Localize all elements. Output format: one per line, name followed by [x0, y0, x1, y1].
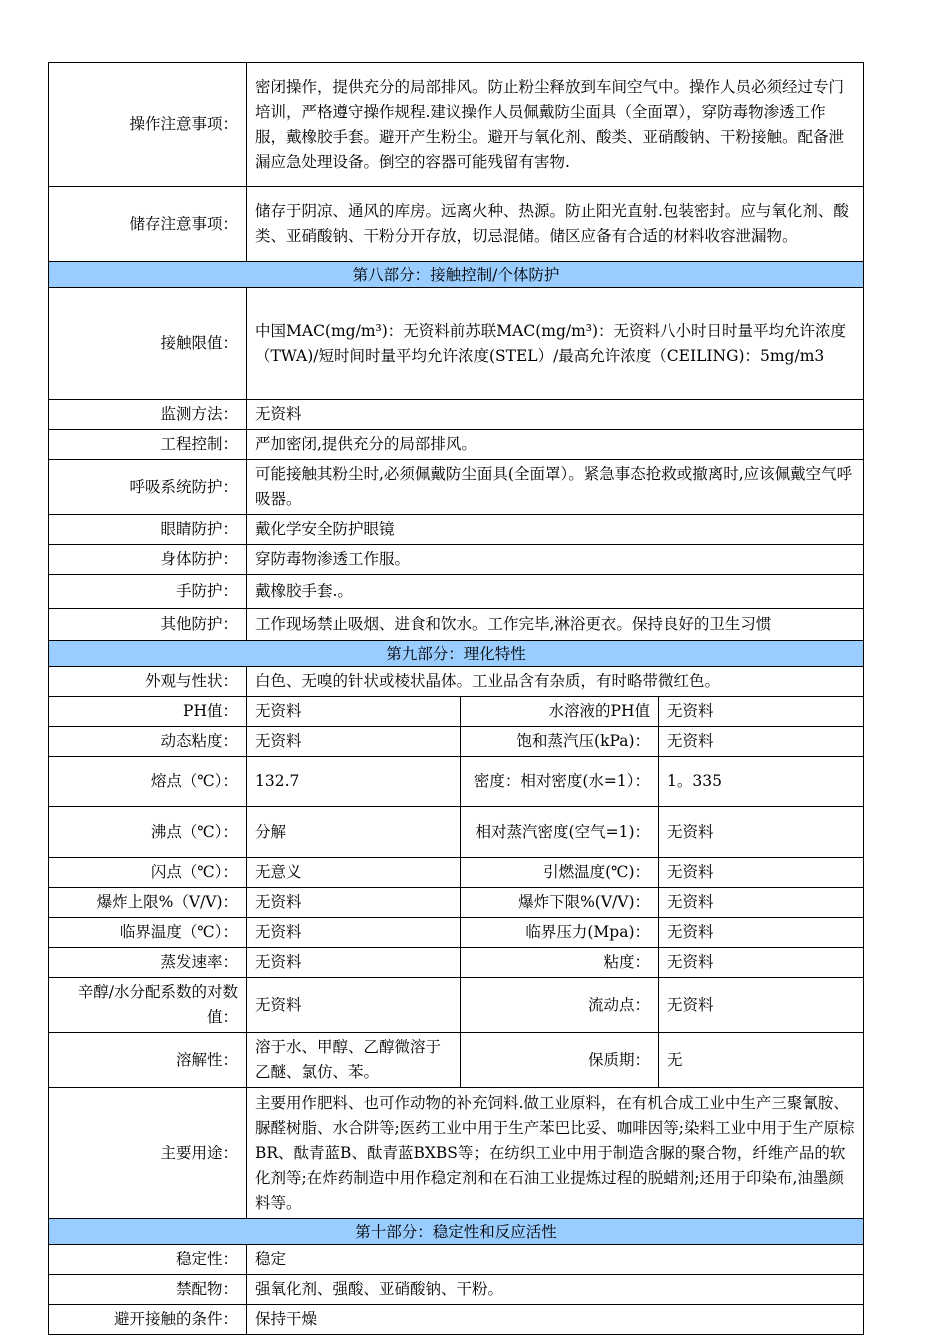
property-label: 闪点（℃）：	[49, 858, 247, 888]
property-label: 爆炸下限%(V/V)：	[461, 888, 659, 918]
property-value: 无资料	[659, 697, 864, 727]
monitoring-label: 监测方法：	[49, 400, 247, 430]
table-row	[49, 948, 864, 978]
property-label: 蒸发速率：	[49, 948, 247, 978]
property-label: 引燃温度(℃)：	[461, 858, 659, 888]
incompatible-label: 禁配物：	[49, 1275, 247, 1305]
property-value: 分解	[247, 807, 461, 858]
incompatible-value: 强氧化剂、强酸、亚硝酸钠、干粉。	[247, 1275, 864, 1305]
property-value: 132.7	[247, 757, 461, 807]
property-value: 无资料	[659, 727, 864, 757]
property-label: 辛醇/水分配系数的对数值：	[49, 978, 247, 1033]
property-value: 无资料	[659, 918, 864, 948]
property-label: 水溶液的PH值	[461, 697, 659, 727]
section-header-10	[49, 1219, 864, 1245]
respiratory-value: 可能接触其粉尘时,必须佩戴防尘面具(全面罩）。紧急事态抢救或撤离时,应该佩戴空气呼吸器。	[247, 460, 864, 515]
table-row	[49, 918, 864, 948]
exposure-limit-label: 接触限值：	[49, 288, 247, 400]
property-value: 无资料	[659, 978, 864, 1033]
property-value: 无资料	[247, 978, 461, 1033]
property-label: 沸点（℃）：	[49, 807, 247, 858]
property-value: 无资料	[247, 888, 461, 918]
property-label: 密度：相对密度(水=1）：	[461, 757, 659, 807]
engineering-control-value: 严加密闭,提供充分的局部排风。	[247, 430, 864, 460]
table-row	[49, 697, 864, 727]
property-label: 饱和蒸汽压(kPa)：	[461, 727, 659, 757]
property-value: 无资料	[659, 948, 864, 978]
table-row	[49, 807, 864, 858]
storage-label: 储存注意事项：	[49, 187, 247, 262]
exposure-limit-value: 中国MAC(mg/m³)：无资料前苏联MAC(mg/m³)：无资料八小时日时量平均允许浓度（TWA)/短时间时量平均允许浓度(STEL）/最高允许浓度（CEILING)：5mg/m3	[247, 288, 864, 400]
table-row	[49, 1275, 864, 1305]
table-row	[49, 1088, 864, 1219]
property-label: 临界压力(Mpa)：	[461, 918, 659, 948]
table-row	[49, 609, 864, 641]
table-row	[49, 460, 864, 515]
property-label: 流动点：	[461, 978, 659, 1033]
section-title: 第十部分：稳定性和反应活性	[49, 1219, 864, 1245]
property-label: 粘度：	[461, 948, 659, 978]
property-value: 无资料	[247, 918, 461, 948]
table-row	[49, 187, 864, 262]
property-label: 爆炸上限%（V/V)：	[49, 888, 247, 918]
property-label: PH值：	[49, 697, 247, 727]
table-row	[49, 727, 864, 757]
property-label: 动态粘度：	[49, 727, 247, 757]
handling-label: 操作注意事项：	[49, 63, 247, 187]
property-value: 1。335	[659, 757, 864, 807]
body-protection-label: 身体防护：	[49, 545, 247, 575]
usage-value: 主要用作肥料、也可作动物的补充饲料.做工业原料，在有机合成工业中生产三聚氰胺、脲醛树脂、水合阱等;医药工业中用于生产苯巴比妥、咖啡因等;染料工业中用于生产原棕BR、酞青蓝B、酞青蓝BXBS等；在纺织工业中用于制造含脲的聚合物，纤维产品的软化剂等;在炸药制造中用作稳定剂和在石油工业提炼过程的脱蜡剂;还用于印染布,油墨颜料等。	[247, 1088, 864, 1219]
property-value: 无资料	[247, 697, 461, 727]
property-value: 无资料	[659, 888, 864, 918]
table-row	[49, 288, 864, 400]
table-row	[49, 575, 864, 609]
table-row	[49, 545, 864, 575]
property-value: 无资料	[247, 948, 461, 978]
table-row	[49, 63, 864, 187]
property-value: 无资料	[247, 727, 461, 757]
table-row	[49, 1033, 864, 1088]
msds-table	[48, 62, 864, 1335]
property-label: 临界温度（℃）：	[49, 918, 247, 948]
section-header-8	[49, 262, 864, 288]
section-title: 第八部分：接触控制/个体防护	[49, 262, 864, 288]
other-protection-value: 工作现场禁止吸烟、进食和饮水。工作完毕,淋浴更衣。保持良好的卫生习惯	[247, 609, 864, 641]
table-row	[49, 757, 864, 807]
stability-label: 稳定性：	[49, 1245, 247, 1275]
property-value: 溶于水、甲醇、乙醇微溶于乙醚、氯仿、苯。	[247, 1033, 461, 1088]
body-protection-value: 穿防毒物渗透工作服。	[247, 545, 864, 575]
property-label: 保质期：	[461, 1033, 659, 1088]
property-value: 无资料	[659, 807, 864, 858]
eye-protection-value: 戴化学安全防护眼镜	[247, 515, 864, 545]
avoid-conditions-label: 避开接触的条件：	[49, 1305, 247, 1335]
property-value: 无意义	[247, 858, 461, 888]
appearance-label: 外观与性状：	[49, 667, 247, 697]
table-row	[49, 515, 864, 545]
table-row	[49, 667, 864, 697]
handling-value: 密闭操作，提供充分的局部排风。防止粉尘释放到车间空气中。操作人员必须经过专门培训，严格遵守操作规程.建议操作人员佩戴防尘面具（全面罩），穿防毒物渗透工作服，戴橡胶手套。避开产生粉尘。避开与氧化剂、酸类、亚硝酸钠、干粉接触。配备泄漏应急处理设备。倒空的容器可能残留有害物.	[247, 63, 864, 187]
stability-value: 稳定	[247, 1245, 864, 1275]
section-header-9	[49, 641, 864, 667]
avoid-conditions-value: 保持干燥	[247, 1305, 864, 1335]
property-value: 无资料	[659, 858, 864, 888]
property-label: 熔点（℃）：	[49, 757, 247, 807]
table-row	[49, 400, 864, 430]
property-value: 无	[659, 1033, 864, 1088]
table-row	[49, 858, 864, 888]
other-protection-label: 其他防护：	[49, 609, 247, 641]
property-label: 溶解性：	[49, 1033, 247, 1088]
appearance-value: 白色、无嗅的针状或棱状晶体。工业品含有杂质，有时略带微红色。	[247, 667, 864, 697]
usage-label: 主要用途：	[49, 1088, 247, 1219]
monitoring-value: 无资料	[247, 400, 864, 430]
respiratory-label: 呼吸系统防护：	[49, 460, 247, 515]
table-row	[49, 1305, 864, 1335]
section-title: 第九部分：理化特性	[49, 641, 864, 667]
engineering-control-label: 工程控制：	[49, 430, 247, 460]
table-row	[49, 430, 864, 460]
table-row	[49, 888, 864, 918]
hand-protection-value: 戴橡胶手套.。	[247, 575, 864, 609]
property-label: 相对蒸汽密度(空气=1)：	[461, 807, 659, 858]
eye-protection-label: 眼睛防护：	[49, 515, 247, 545]
storage-value: 储存于阴凉、通风的库房。远离火种、热源。防止阳光直射.包装密封。应与氧化剂、酸类、亚硝酸钠、干粉分开存放，切忌混储。储区应备有合适的材料收容泄漏物。	[247, 187, 864, 262]
table-row	[49, 978, 864, 1033]
hand-protection-label: 手防护：	[49, 575, 247, 609]
table-row	[49, 1245, 864, 1275]
